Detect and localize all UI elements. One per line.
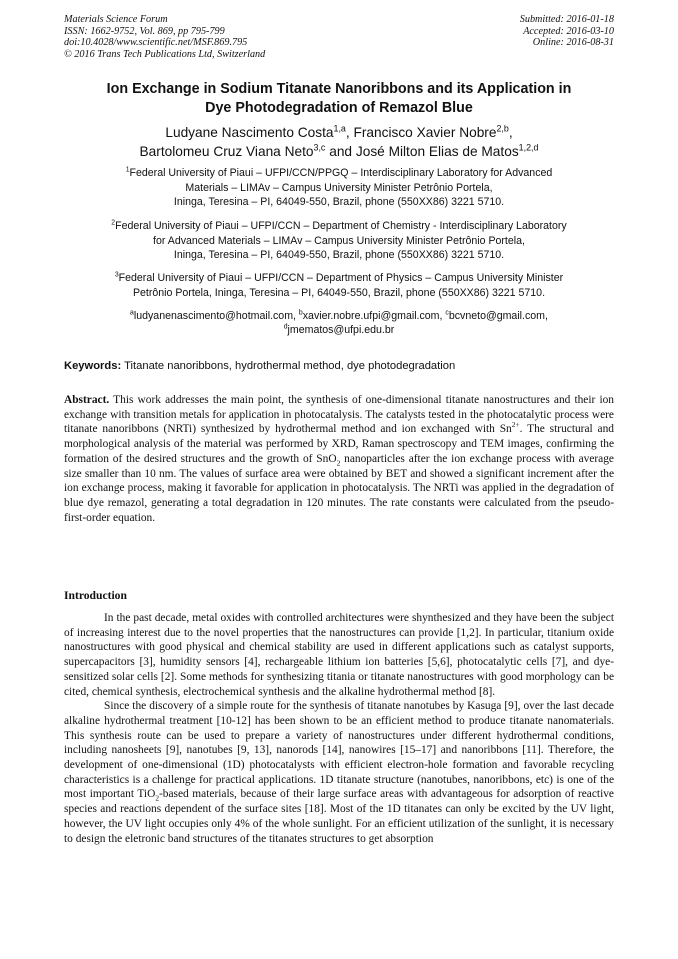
email-list	[60, 309, 618, 337]
affiliation-1-sup: 1	[125, 166, 130, 174]
issn-line: ISSN: 1662-9752, Vol. 869, pp 795-799	[64, 25, 225, 37]
affiliation-2	[60, 219, 618, 263]
author-line-1: Ludyane Nascimento Costa$^{1,a}$, Francisco Xavier Nobre$^{2,b}$,	[165, 123, 513, 140]
author-2-sup: 2,b	[496, 123, 509, 134]
submitted-date: Submitted: 2016-01-18	[519, 14, 614, 25]
email-d[interactable]: jmematos@ufpi.edu.br	[287, 324, 395, 336]
affiliation-1-text-1: Federal University of Piaui – UFPI/CCN/PPGQ – Interdisciplinary Laboratory for Advanced	[129, 167, 553, 179]
keywords	[64, 359, 616, 373]
affiliation-3-line-1	[60, 271, 618, 286]
intro-paragraph-1: In the past decade, metal oxides with controlled architectures were shynthesized and they have been the subject of increasing interest due to the novel properties that the nanostructures can provide [1,2]. In particular, titanium oxide nanostructures with good physical and chemical stability are used in different applications such as catalyst supports, supercapacitors [3], humidity sensors [4], rechargeable lithium ion batteries [5,6], photocatalytic cells [7], and dye-sensitized solar cells [2]. Some methods for synthesizing titania or titanate nanostructures with good morphology can be cited, chemical synthesis, electrochemical synthesis and the alkaline hydrothermal method [8].	[64, 612, 614, 698]
journal-info	[64, 14, 265, 60]
email-d-sup: d	[283, 323, 288, 331]
affiliation-1-line-1	[60, 166, 618, 181]
title-line-2: Dye Photodegradation of Remazol Blue	[205, 99, 473, 116]
affiliation-3-text-1: Federal University of Piaui – UFPI/CCN – Department of Physics – Campus University Minister	[118, 272, 564, 284]
author-4: José Milton Elias de Matos	[355, 144, 519, 159]
sn-charge-sup: 2+	[511, 420, 520, 430]
online-date: Online: 2016-08-31	[532, 37, 614, 49]
tio2-sub: 2	[155, 793, 160, 803]
author-and: and	[329, 144, 353, 159]
title-line-1: Ion Exchange in Sodium Titanate Nanoribbons and its Application in	[106, 81, 572, 97]
author-list	[60, 123, 618, 161]
abstract-label: Abstract.	[64, 394, 110, 406]
paper-title	[60, 80, 618, 117]
email-c-sup: c	[445, 309, 449, 317]
email-c[interactable]: bcvneto@gmail.com,	[448, 310, 548, 322]
intro-paragraph-2-text-b: -based materials, because of their large surface areas with advantageous for adsorption of reactive species and reactions dependent of the surface sites [18]. Most of the 1D titanates can only be excited by the UV light, however, the UV light occupies only 4% of the whole sunlight. For an efficient utilization of the sunlight, it is necessary to design the eletronic band structures of the titanates structures to get absorption	[64, 788, 614, 845]
abstract-text-1: This work addresses the main point, the synthesis of one-dimensional titanate nanostructures and their ion exchange with transition metals for application in photocatalysis. The catalysts tested in the photocatalytic process were titanate nanoribbons (NRTi) synthesized by hydrothermal method and ion exchanged with Sn	[64, 394, 614, 436]
email-a-sup: a	[130, 309, 134, 317]
email-line-2	[60, 323, 618, 337]
author-2: Francisco Xavier Nobre	[353, 125, 497, 140]
affiliation-2-line-3: Ininga, Teresina – PI, 64049-550, Brazil, phone (550XX86) 3221 5710.	[173, 249, 505, 261]
abstract-text-3: nanoparticles after the ion exchange process with average size smaller than 10 nm. The values of surface area were obtained by BET and showed a significant increment after the ion exchange process, making it favorable for application in photocatalysis. The NRTi was applied in the degradation of blue dye remazol, generating a total degradation in 120 minutes. The rate constants were calculated from the pseudo-first-order equation.	[64, 452, 614, 524]
abstract	[64, 393, 614, 525]
author-line-2	[60, 142, 618, 161]
author-3-sup: 3,c	[313, 142, 326, 153]
doi-line: doi:10.4028/www.scientific.net/MSF.869.795	[64, 37, 248, 49]
accepted-date: Accepted: 2016-03-10	[523, 25, 614, 37]
email-line-1	[60, 309, 618, 323]
affiliation-2-line-2: for Advanced Materials – LIMAv – Campus University Minister Petrônio Portela,	[153, 234, 525, 247]
email-b-sup: b	[298, 309, 303, 317]
journal-name: Materials Science Forum	[64, 14, 168, 25]
affiliation-1-line-2: Materials – LIMAv – Campus University Minister Petrônio Portela,	[185, 181, 493, 194]
affiliation-2-sup: 2	[111, 219, 116, 227]
affiliation-3-sup: 3	[114, 271, 119, 279]
email-b[interactable]: xavier.nobre.ufpi@gmail.com,	[302, 310, 443, 322]
affiliation-2-text-1: Federal University of Piaui – UFPI/CCN – Department of Chemistry - Interdisciplinary Laboratory	[115, 220, 567, 232]
author-3: Bartolomeu Cruz Viana Neto	[139, 144, 314, 159]
dates-info	[520, 14, 614, 49]
introduction-body	[64, 611, 614, 846]
author-1: Ludyane Nascimento Costa	[165, 125, 334, 140]
intro-paragraph-2	[64, 699, 614, 846]
sno2-sub: 2	[336, 458, 341, 468]
copyright-line: © 2016 Trans Tech Publications Ltd, Switzerland	[64, 48, 266, 60]
intro-paragraph-2-text-a: Since the discovery of a simple route for the synthesis of titanate nanotubes by Kasuga [9], over the last decade alkaline hydrothermal treatment [10-12] has been shown to be an efficient method to produce titanate nanomaterials. This synthesis route can be used to prepare a variety of nanostructures under different hydrothermal conditions, including nanosheets [9], nanotubes [9, 13], nanorods [14], nanowires [15–17] and nanoribbons [11]. Therefore, the development of one-dimensional (1D) photocatalysts with efficient electron-hole formation and favorable recycling characteristics is a challenge for practical applications. 1D titanate structure (nanotubes, nanoribbons, etc) is one of the most important TiO	[64, 700, 614, 801]
affiliation-1	[60, 166, 618, 210]
email-a[interactable]: ludyanenascimento@hotmail.com,	[133, 310, 296, 322]
affiliation-2-line-1	[60, 219, 618, 234]
affiliation-3-line-2: Petrônio Portela, Ininga, Teresina – PI, 64049-550, Brazil, phone (550XX86) 3221 5710.	[132, 286, 546, 299]
author-1-sup: 1,a	[333, 123, 346, 134]
keywords-text: Titanate nanoribbons, hydrothermal method, dye photodegradation	[124, 360, 456, 372]
affiliation-1-line-3: Ininga, Teresina – PI, 64049-550, Brazil, phone (550XX86) 3221 5710.	[173, 196, 505, 208]
affiliation-3	[60, 271, 618, 300]
keywords-label: Keywords:	[64, 360, 122, 372]
introduction-heading: Introduction	[64, 589, 127, 602]
abstract-text-2: . The structural and morphological analysis of the material was performed by XRD, Raman spectroscopy and TEM images, confirming the formation of the desired structures and the growth of SnO	[64, 423, 615, 465]
author-4-sup: 1,2,d	[518, 142, 539, 153]
